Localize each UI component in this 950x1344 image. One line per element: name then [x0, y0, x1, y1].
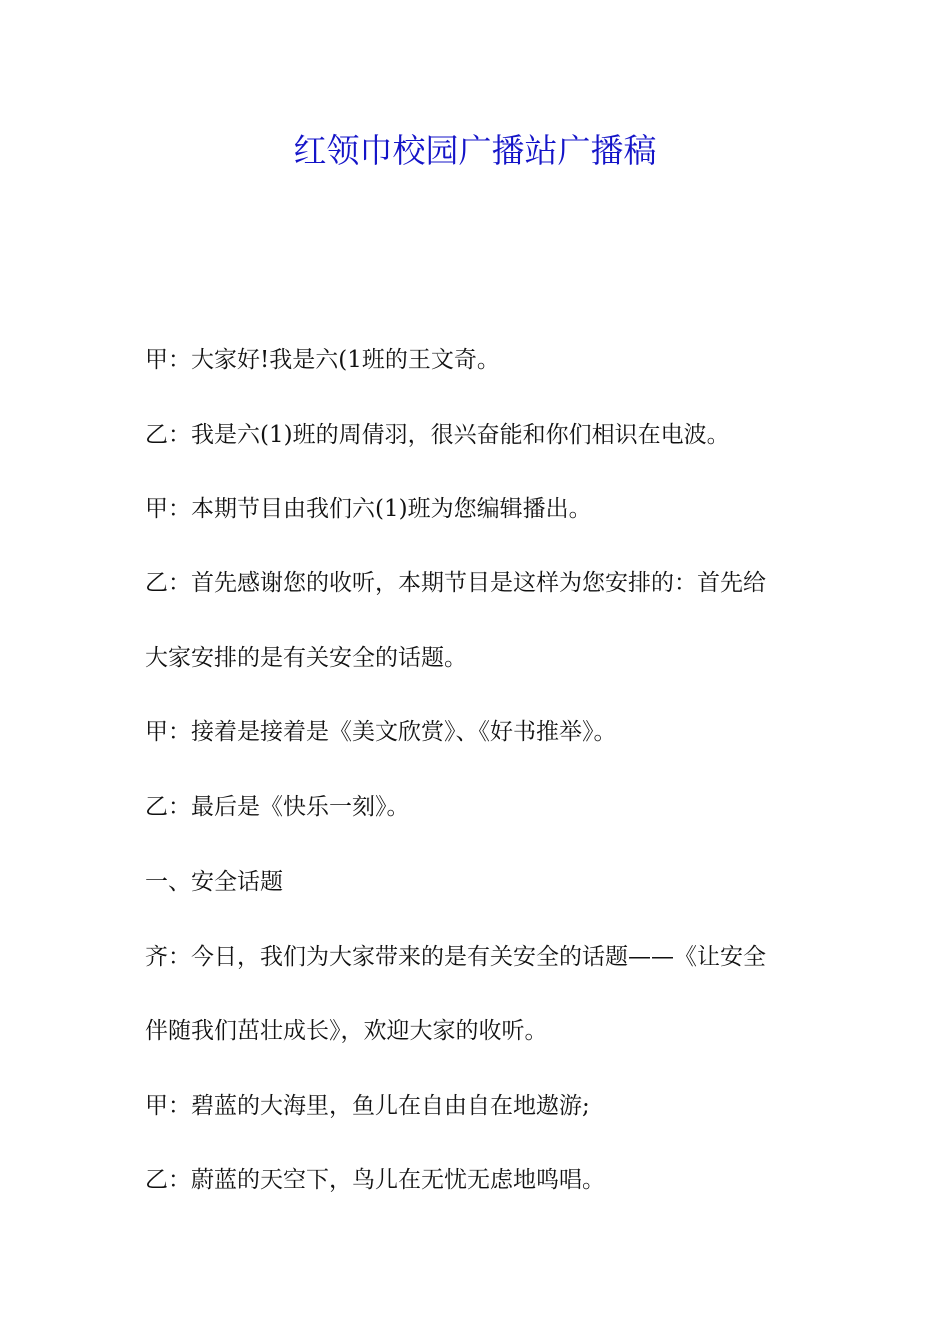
- text-line: 甲：接着是接着是《美文欣赏》、《好书推举》。: [145, 719, 617, 745]
- text-line: 伴随我们茁壮成长》，欢迎大家的收听。: [145, 1018, 548, 1044]
- text-line: 齐：今日，我们为大家带来的是有关安全的话题——《让安全: [145, 944, 766, 970]
- text-line: 甲：碧蓝的大海里，鱼儿在自由自在地遨游;: [145, 1093, 590, 1119]
- text-line: 乙：首先感谢您的收听，本期节目是这样为您安排的：首先给: [145, 570, 766, 596]
- text-line: 大家安排的是有关安全的话题。: [145, 645, 467, 671]
- document-title: 红领巾校园广播站广播稿: [293, 131, 657, 170]
- text-line: 甲：大家好!我是六(1班的王文奇。: [145, 347, 500, 373]
- text-line: 乙：最后是《快乐一刻》。: [145, 794, 410, 820]
- text-line: 甲：本期节目由我们六(1)班为您编辑播出。: [145, 496, 592, 522]
- text-line: 乙：蔚蓝的天空下，鸟儿在无忧无虑地鸣唱。: [145, 1167, 605, 1193]
- section-heading: 一、安全话题: [145, 869, 283, 895]
- text-line: 乙：我是六(1)班的周倩羽，很兴奋能和你们相识在电波。: [145, 422, 730, 448]
